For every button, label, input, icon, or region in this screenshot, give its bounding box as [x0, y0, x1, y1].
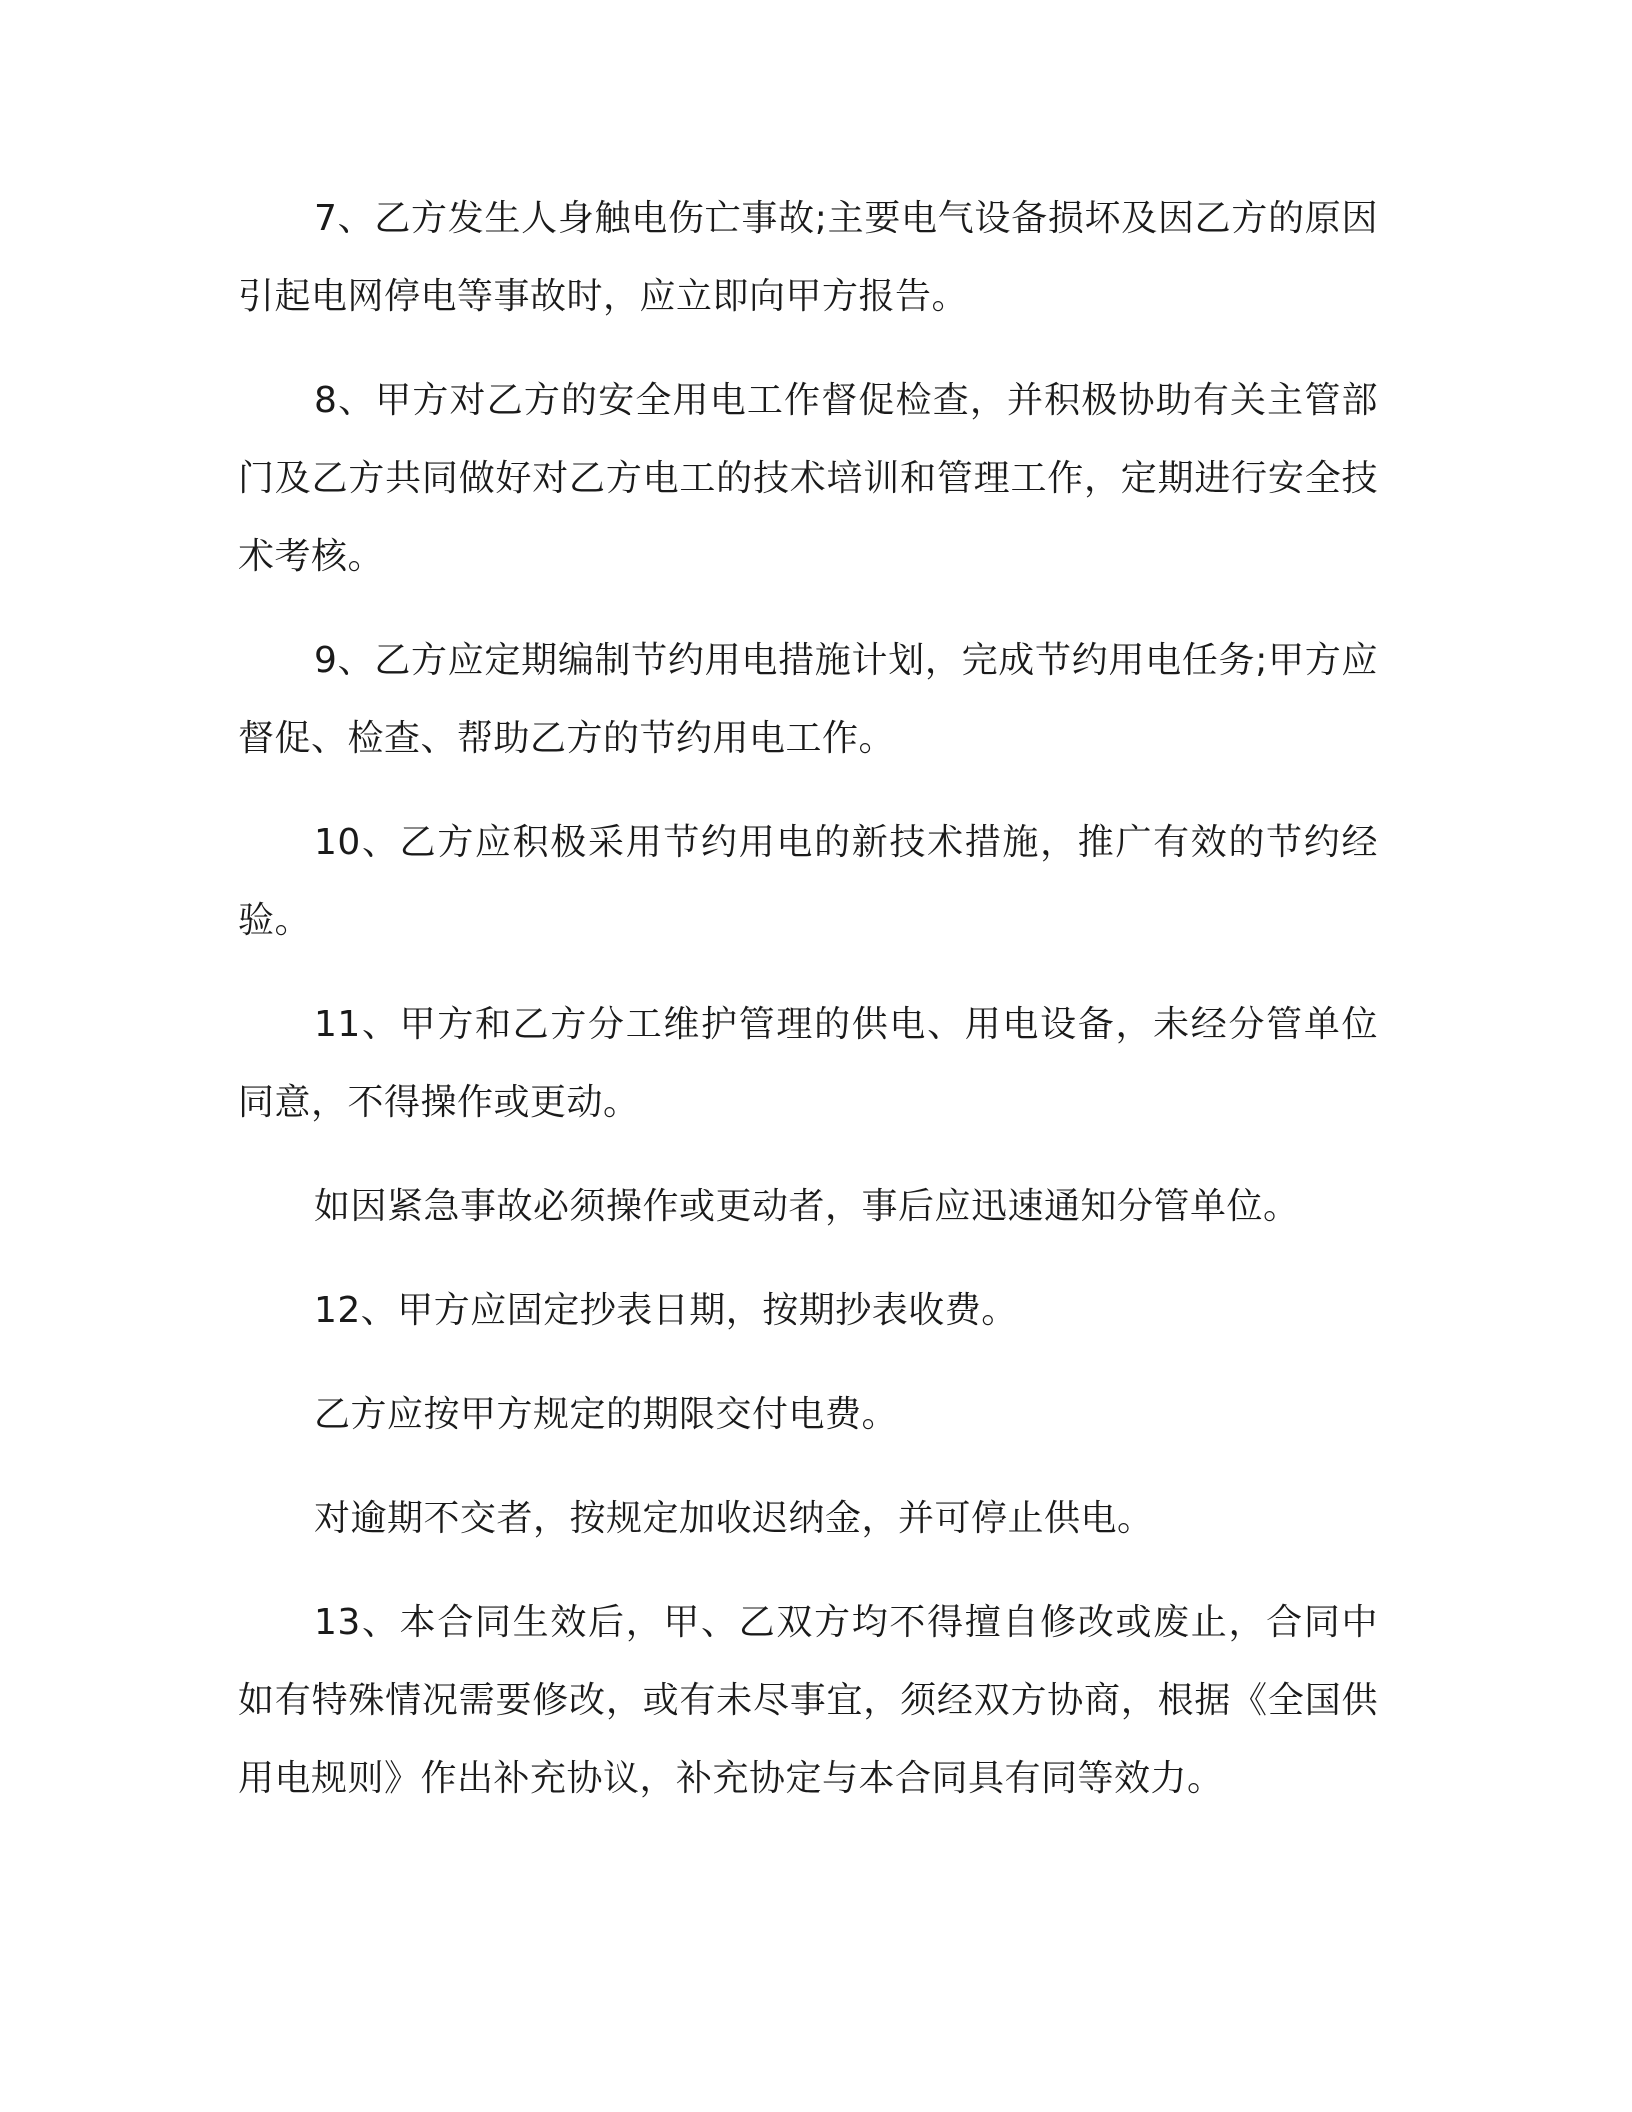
clause-12-paragraph: 12、甲方应固定抄表日期，按期抄表收费。: [314, 1290, 1018, 1331]
clause-12-payment-paragraph: 乙方应按甲方规定的期限交付电费。: [314, 1394, 899, 1435]
clause-11-paragraph: 11、甲方和乙方分工维护管理的供电、用电设备，未经分管单位同意，不得操作或更动。: [238, 1004, 1378, 1123]
clause-13-paragraph: 13、本合同生效后，甲、乙双方均不得擅自修改或废止，合同中如有特殊情况需要修改，或有未尽事宜，须经双方协商，根据《全国供用电规则》作出补充协议，补充协定与本合同具有同等效力。: [238, 1602, 1378, 1799]
clause-8-paragraph: 8、甲方对乙方的安全用电工作督促检查，并积极协助有关主管部门及乙方共同做好对乙方电工的技术培训和管理工作，定期进行安全技术考核。: [238, 380, 1378, 577]
clause-11-emergency-paragraph: 如因紧急事故必须操作或更动者，事后应迅速通知分管单位。: [314, 1186, 1300, 1227]
clause-12-overdue-paragraph: 对逾期不交者，按规定加收迟纳金，并可停止供电。: [314, 1498, 1154, 1539]
document-body: [238, 180, 1378, 1844]
clause-7-paragraph: 7、乙方发生人身触电伤亡事故;主要电气设备损坏及因乙方的原因引起电网停电等事故时，应立即向甲方报告。: [238, 198, 1378, 317]
clause-10-paragraph: 10、乙方应积极采用节约用电的新技术措施，推广有效的节约经验。: [238, 822, 1378, 941]
clause-9-paragraph: 9、乙方应定期编制节约用电措施计划，完成节约用电任务;甲方应督促、检查、帮助乙方的节约用电工作。: [238, 640, 1378, 759]
